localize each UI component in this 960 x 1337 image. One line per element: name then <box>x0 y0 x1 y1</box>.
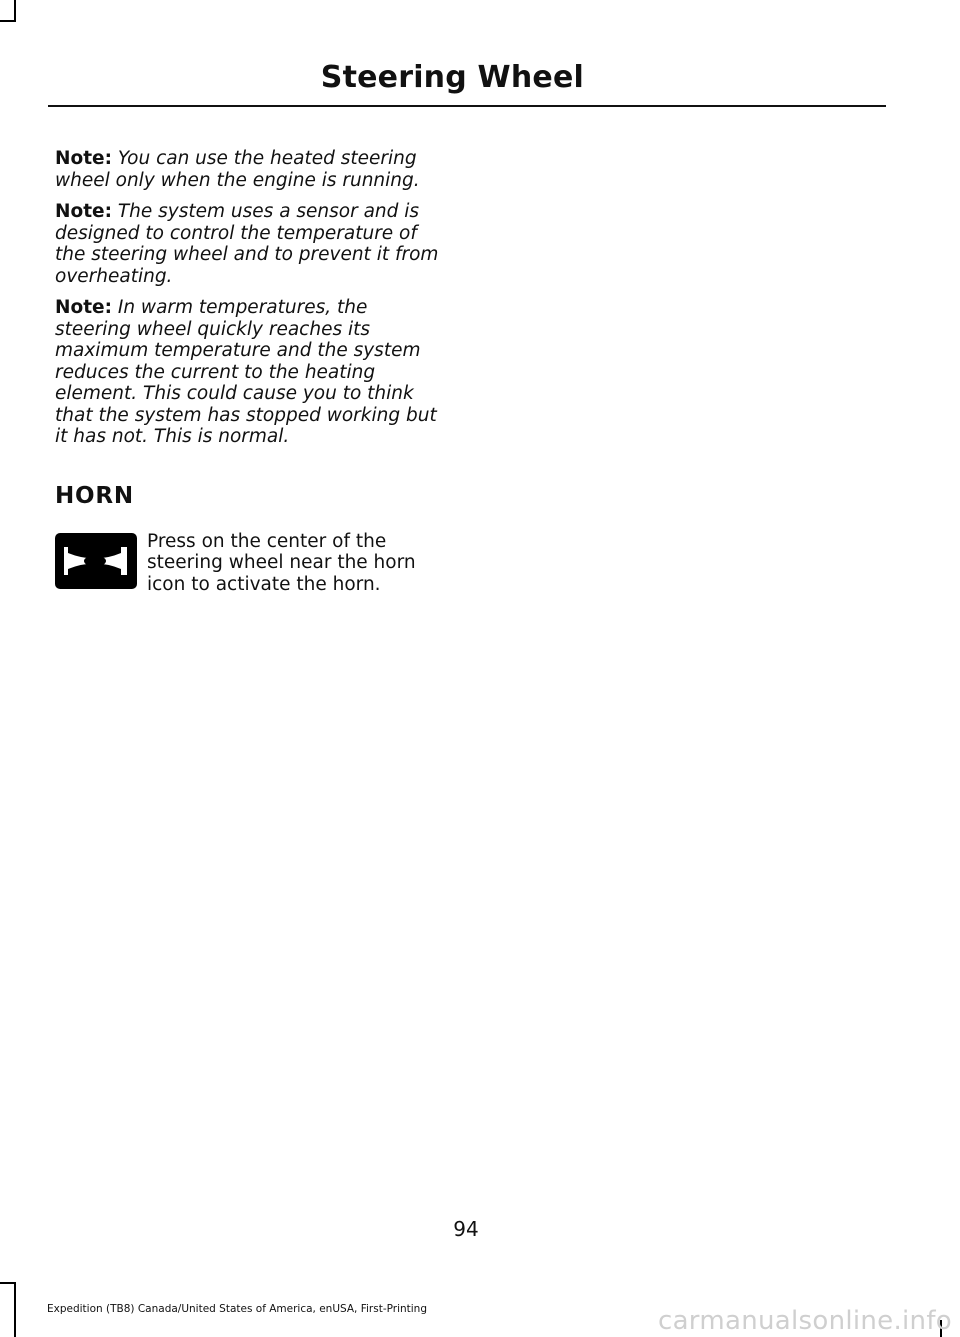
header-rule <box>48 105 886 107</box>
publication-info: Expedition (TB8) Canada/United States of America, enUSA, First-Printing <box>47 1303 428 1315</box>
main-column <box>55 148 447 595</box>
note-label: Note: <box>55 297 112 318</box>
note-label: Note: <box>55 201 112 222</box>
section-heading-horn: HORN <box>55 482 134 509</box>
crop-mark <box>0 20 16 22</box>
page-number: 94 <box>453 1217 479 1241</box>
note-paragraph <box>55 297 447 448</box>
note-text: You can use the heated steering wheel only when the engine is running. <box>55 148 420 191</box>
note-label: Note: <box>55 148 112 169</box>
page-title: Steering Wheel <box>320 60 584 95</box>
crop-mark <box>14 1282 16 1337</box>
note-paragraph <box>55 201 447 287</box>
horn-text: Press on the center of the steering wheel near the horn icon to activate the horn. <box>147 530 416 595</box>
note-paragraph <box>55 148 447 191</box>
horn-instruction <box>55 531 447 596</box>
note-text: The system uses a sensor and is designed to control the temperature of the steering wheel and to prevent it from overheating. <box>55 201 439 287</box>
crop-mark <box>0 1282 16 1284</box>
note-text: In warm temperatures, the steering wheel quickly reaches its maximum temperature and the system reduces the current to the heating element. This could cause you to think that the system has stopped working but it has not. This is normal. <box>55 297 437 447</box>
watermark: carmanualsonline.info <box>657 1306 952 1336</box>
crop-mark <box>14 0 16 22</box>
horn-icon <box>55 533 137 589</box>
